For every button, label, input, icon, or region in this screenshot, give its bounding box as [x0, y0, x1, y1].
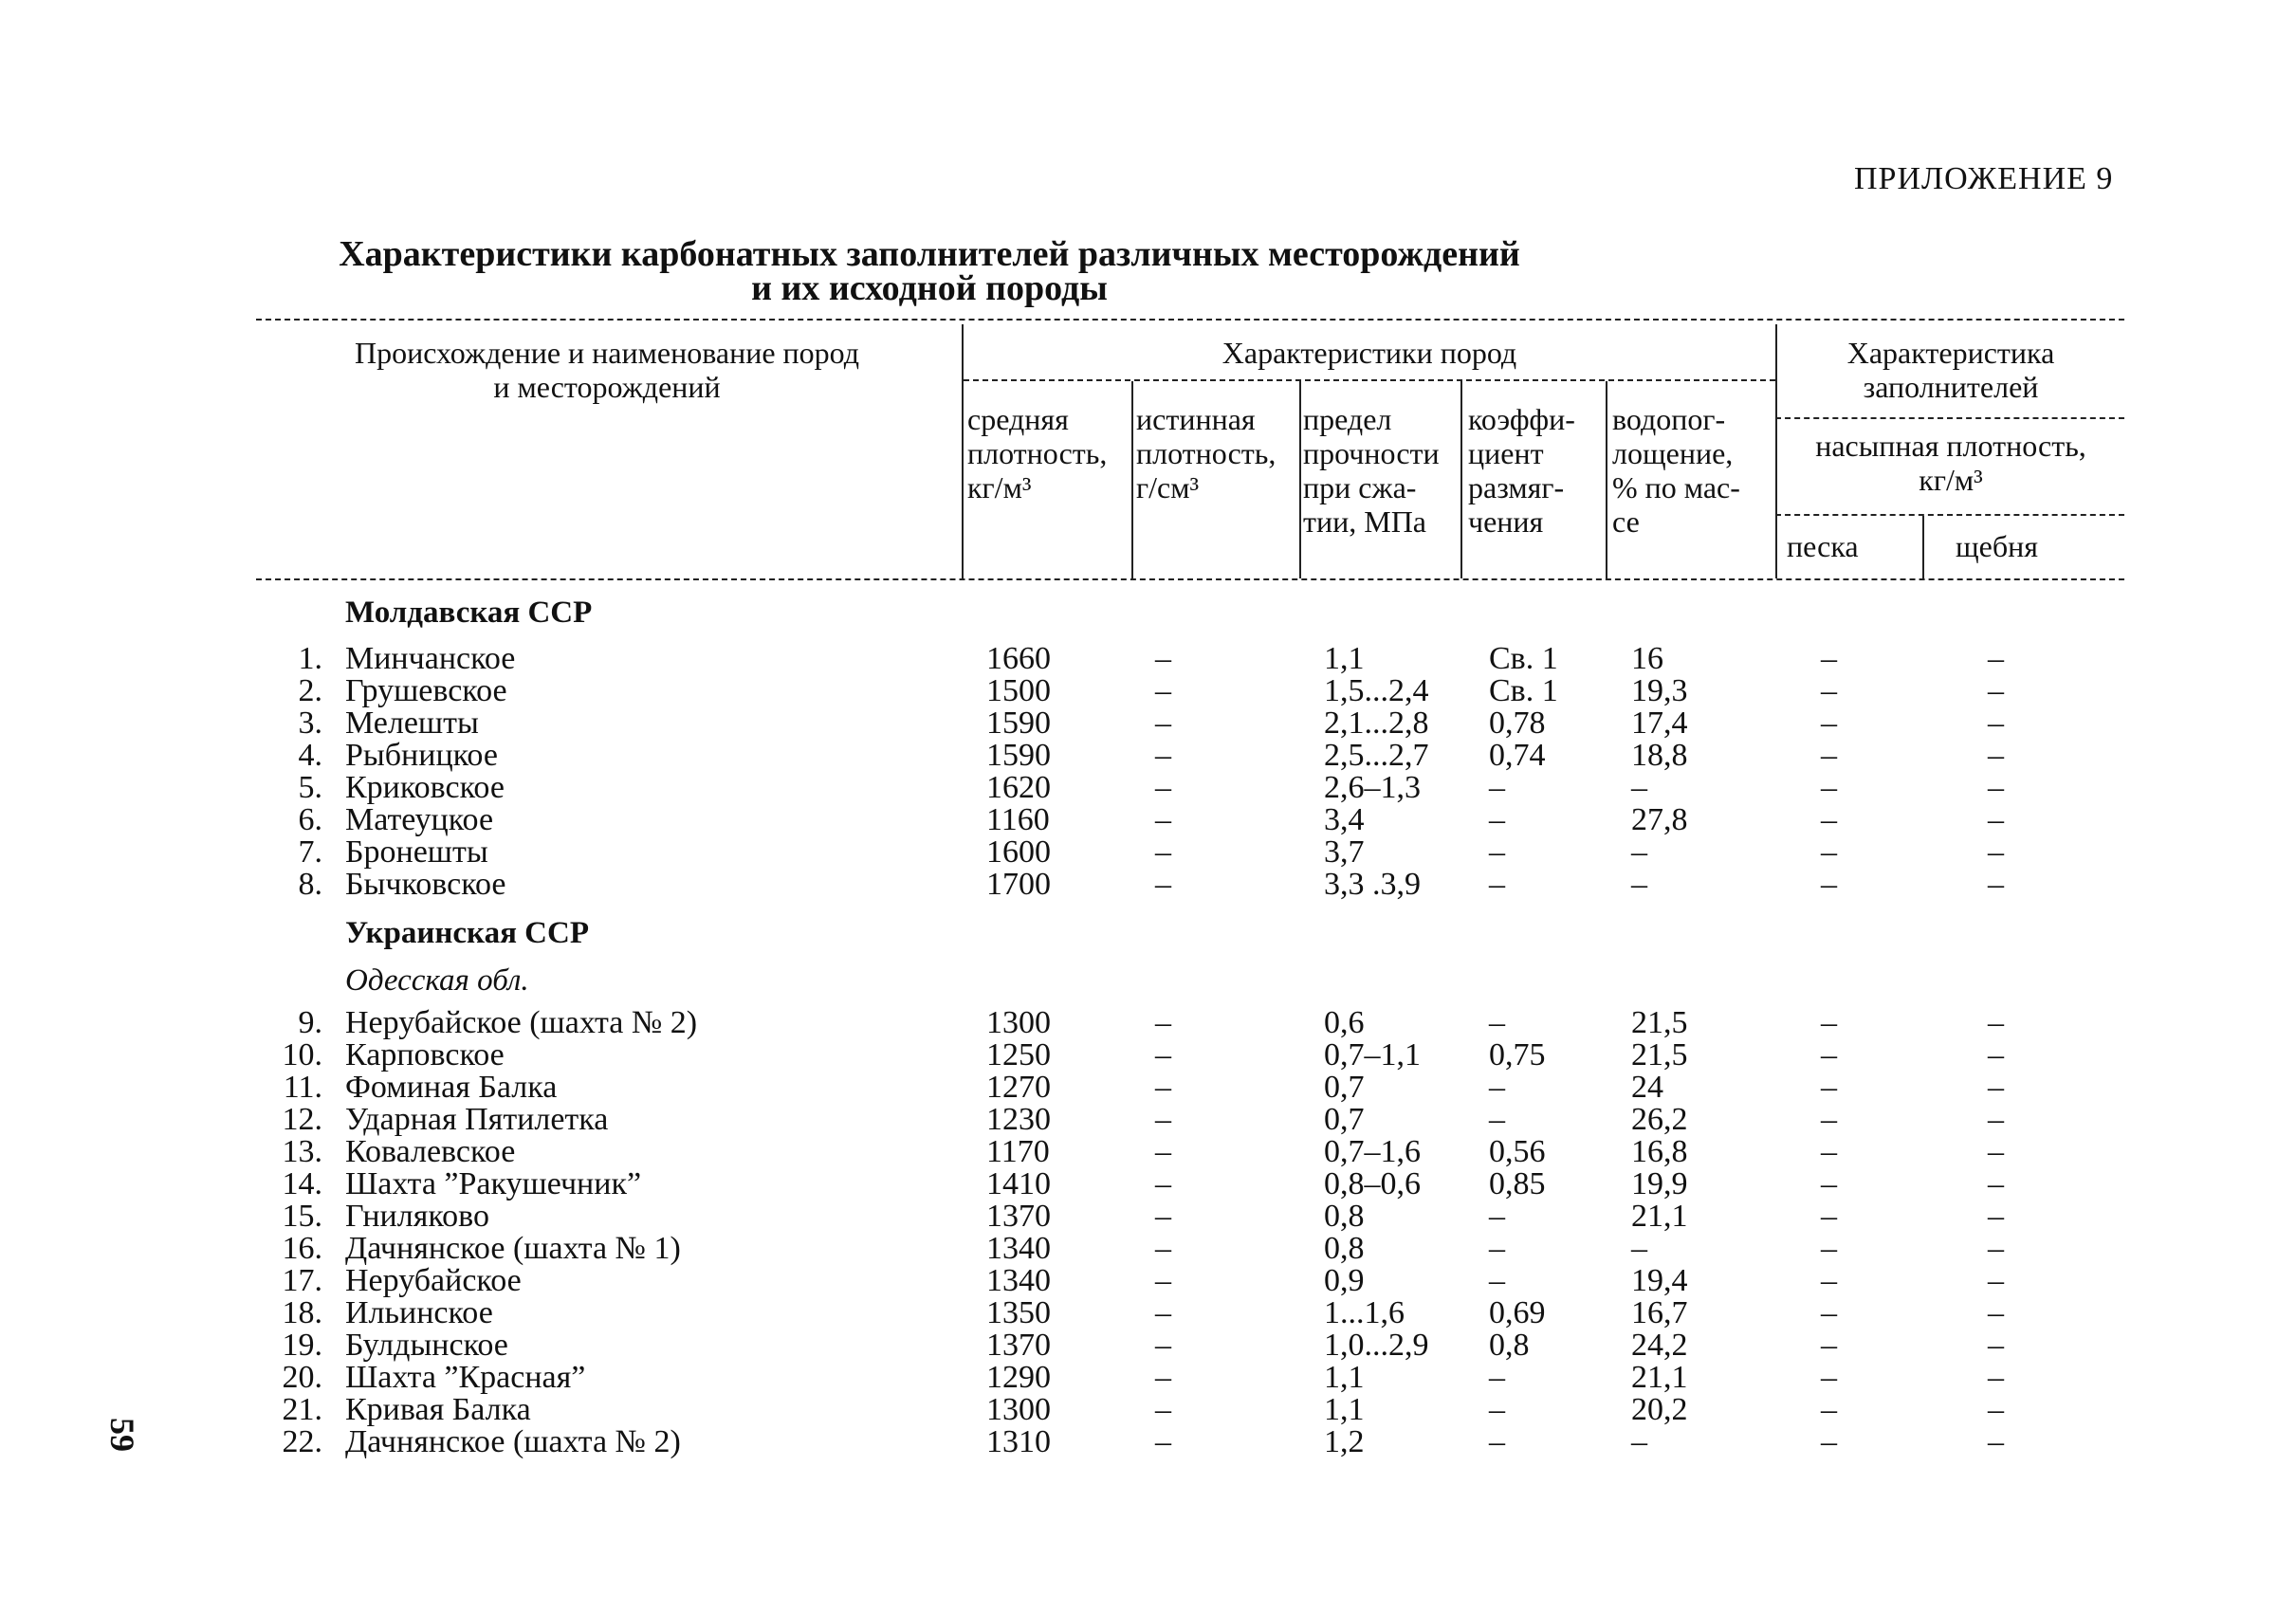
section-title: Молдавская ССР [345, 596, 593, 630]
cell-water: – [1631, 770, 1647, 805]
header-vline-7 [1922, 516, 1924, 578]
cell-sand: – [1821, 1392, 1837, 1427]
filler-group-rule [1775, 417, 2124, 419]
cell-strength: 2,5...2,7 [1324, 738, 1429, 773]
cell-water: 19,3 [1631, 673, 1688, 708]
cell-avg: 1340 [986, 1263, 1051, 1298]
cell-strength: 1,1 [1324, 641, 1365, 676]
cell-avg: 1410 [986, 1166, 1051, 1201]
cell-water: 21,5 [1631, 1005, 1688, 1040]
cell-soft: – [1489, 802, 1505, 837]
cell-gravel: – [1988, 1263, 2004, 1298]
cell-sand: – [1821, 1328, 1837, 1363]
cell-n: 11. [283, 1070, 322, 1105]
table-title-line-2: и их исходной породы [751, 268, 1108, 308]
cell-avg: 1660 [986, 641, 1051, 676]
cell-name: Ковалевское [345, 1134, 516, 1169]
cell-name: Грушевское [345, 673, 507, 708]
cell-strength: 0,8 [1324, 1231, 1365, 1266]
cell-sand: – [1821, 1199, 1837, 1234]
cell-n: 2. [298, 673, 322, 708]
header-strength: предел прочности при сжа- тии, МПа [1303, 402, 1440, 539]
cell-true: – [1155, 1392, 1171, 1427]
cell-sand: – [1821, 1037, 1837, 1072]
cell-sand: – [1821, 738, 1837, 773]
cell-gravel: – [1988, 1005, 2004, 1040]
cell-gravel: – [1988, 641, 2004, 676]
cell-gravel: – [1988, 1102, 2004, 1137]
cell-gravel: – [1988, 1037, 2004, 1072]
cell-name: Шахта ”Красная” [345, 1360, 586, 1395]
cell-soft: – [1489, 834, 1505, 870]
cell-soft: 0,69 [1489, 1295, 1546, 1330]
cell-n: 20. [282, 1360, 322, 1395]
cell-water: 24,2 [1631, 1328, 1688, 1363]
cell-strength: 0,7 [1324, 1070, 1365, 1105]
header-sand: песка [1787, 529, 1859, 563]
cell-soft: – [1489, 1424, 1505, 1459]
cell-true: – [1155, 673, 1171, 708]
cell-avg: 1230 [986, 1102, 1051, 1137]
cell-gravel: – [1988, 1295, 2004, 1330]
cell-n: 3. [298, 706, 322, 741]
cell-water: 20,2 [1631, 1392, 1688, 1427]
cell-avg: 1600 [986, 834, 1051, 870]
cell-n: 6. [298, 802, 322, 837]
cell-soft: – [1489, 1102, 1505, 1137]
cell-name: Криковское [345, 770, 505, 805]
cell-true: – [1155, 1070, 1171, 1105]
cell-gravel: – [1988, 673, 2004, 708]
cell-strength: 1...1,6 [1324, 1295, 1405, 1330]
cell-sand: – [1821, 867, 1837, 902]
cell-gravel: – [1988, 1392, 2004, 1427]
cell-name: Кривая Балка [345, 1392, 531, 1427]
cell-gravel: – [1988, 1134, 2004, 1169]
cell-sand: – [1821, 1231, 1837, 1266]
cell-water: 21,1 [1631, 1199, 1688, 1234]
cell-soft: – [1489, 1392, 1505, 1427]
cell-soft: – [1489, 770, 1505, 805]
cell-water: – [1631, 1424, 1647, 1459]
cell-n: 4. [298, 738, 322, 773]
cell-gravel: – [1988, 802, 2004, 837]
cell-avg: 1160 [986, 802, 1050, 837]
cell-soft: 0,8 [1489, 1328, 1530, 1363]
cell-water: 19,9 [1631, 1166, 1688, 1201]
header-filler-group: Характеристика заполнителей [1846, 336, 2055, 404]
bulk-density-rule [1775, 514, 2124, 516]
cell-sand: – [1821, 1005, 1837, 1040]
header-water: водопог- лощение, % по мас- се [1612, 402, 1740, 539]
cell-n: 15. [282, 1199, 322, 1234]
cell-water: 27,8 [1631, 802, 1688, 837]
cell-n: 10. [282, 1037, 322, 1072]
cell-name: Карповское [345, 1037, 505, 1072]
cell-water: – [1631, 834, 1647, 870]
cell-soft: 0,75 [1489, 1037, 1546, 1072]
cell-n: 5. [298, 770, 322, 805]
cell-n: 13. [282, 1134, 322, 1169]
cell-name: Дачнянское (шахта № 1) [345, 1231, 681, 1266]
cell-strength: 0,7–1,6 [1324, 1134, 1421, 1169]
cell-gravel: – [1988, 1070, 2004, 1105]
cell-sand: – [1821, 1263, 1837, 1298]
cell-true: – [1155, 834, 1171, 870]
cell-name: Минчанское [345, 641, 516, 676]
cell-strength: 0,6 [1324, 1005, 1365, 1040]
cell-soft: – [1489, 1199, 1505, 1234]
header-vline-5 [1606, 381, 1607, 578]
cell-true: – [1155, 706, 1171, 741]
cell-true: – [1155, 1231, 1171, 1266]
cell-gravel: – [1988, 1360, 2004, 1395]
cell-true: – [1155, 1263, 1171, 1298]
cell-sand: – [1821, 1295, 1837, 1330]
appendix-label: ПРИЛОЖЕНИЕ 9 [1854, 161, 2114, 196]
cell-avg: 1700 [986, 867, 1051, 902]
cell-true: – [1155, 1424, 1171, 1459]
cell-gravel: – [1988, 738, 2004, 773]
cell-strength: 0,8–0,6 [1324, 1166, 1421, 1201]
cell-avg: 1370 [986, 1199, 1051, 1234]
cell-strength: 2,6–1,3 [1324, 770, 1421, 805]
cell-strength: 0,7–1,1 [1324, 1037, 1421, 1072]
cell-true: – [1155, 770, 1171, 805]
cell-n: 8. [298, 867, 322, 902]
cell-gravel: – [1988, 1424, 2004, 1459]
cell-n: 21. [282, 1392, 322, 1427]
cell-avg: 1500 [986, 673, 1051, 708]
header-gravel: щебня [1956, 529, 2038, 563]
cell-name: Фоминая Балка [345, 1070, 558, 1105]
cell-avg: 1370 [986, 1328, 1051, 1363]
cell-soft: – [1489, 1070, 1505, 1105]
cell-soft: – [1489, 1263, 1505, 1298]
cell-water: 21,5 [1631, 1037, 1688, 1072]
cell-water: 19,4 [1631, 1263, 1688, 1298]
cell-sand: – [1821, 1070, 1837, 1105]
cell-sand: – [1821, 641, 1837, 676]
cell-name: Гниляково [345, 1199, 489, 1234]
cell-sand: – [1821, 770, 1837, 805]
cell-soft: 0,78 [1489, 706, 1546, 741]
cell-soft: – [1489, 1360, 1505, 1395]
header-bulk-density: насыпная плотность, кг/м³ [1815, 429, 2086, 497]
cell-name: Матеуцкое [345, 802, 494, 837]
cell-strength: 0,8 [1324, 1199, 1365, 1234]
section-title: Украинская ССР [345, 916, 589, 950]
header-vline-2 [1131, 381, 1133, 578]
cell-strength: 1,2 [1324, 1424, 1365, 1459]
cell-n: 1. [298, 641, 322, 676]
cell-true: – [1155, 641, 1171, 676]
cell-sand: – [1821, 1360, 1837, 1395]
cell-soft: Св. 1 [1489, 673, 1558, 708]
cell-strength: 3,4 [1324, 802, 1365, 837]
cell-gravel: – [1988, 1166, 2004, 1201]
cell-avg: 1620 [986, 770, 1051, 805]
cell-true: – [1155, 1134, 1171, 1169]
cell-true: – [1155, 1295, 1171, 1330]
cell-strength: 0,7 [1324, 1102, 1365, 1137]
header-true-density: истинная плотность, г/см³ [1136, 402, 1277, 504]
cell-name: Шахта ”Ракушечник” [345, 1166, 642, 1201]
cell-name: Рыбницкое [345, 738, 498, 773]
cell-strength: 2,1...2,8 [1324, 706, 1429, 741]
rock-group-rule [964, 379, 1775, 381]
cell-strength: 3,3 .3,9 [1324, 867, 1421, 902]
cell-true: – [1155, 1166, 1171, 1201]
cell-soft: 0,85 [1489, 1166, 1546, 1201]
cell-water: – [1631, 867, 1647, 902]
subsection-title: Одесская обл. [345, 963, 529, 998]
cell-true: – [1155, 802, 1171, 837]
page-number: 59 [103, 1418, 141, 1452]
cell-gravel: – [1988, 1328, 2004, 1363]
cell-true: – [1155, 1037, 1171, 1072]
cell-water: – [1631, 1231, 1647, 1266]
cell-strength: 1,1 [1324, 1360, 1365, 1395]
cell-true: – [1155, 1328, 1171, 1363]
cell-avg: 1590 [986, 706, 1051, 741]
cell-avg: 1590 [986, 738, 1051, 773]
cell-soft: 0,74 [1489, 738, 1546, 773]
cell-avg: 1270 [986, 1070, 1051, 1105]
cell-soft: – [1489, 1005, 1505, 1040]
cell-true: – [1155, 1199, 1171, 1234]
cell-avg: 1300 [986, 1392, 1051, 1427]
cell-gravel: – [1988, 1231, 2004, 1266]
cell-sand: – [1821, 802, 1837, 837]
header-origin: Происхождение и наименование пород и месторождений [354, 336, 860, 404]
header-avg-density: средняя плотность, кг/м³ [967, 402, 1108, 504]
cell-sand: – [1821, 834, 1837, 870]
cell-true: – [1155, 1360, 1171, 1395]
cell-true: – [1155, 1005, 1171, 1040]
header-bottom-rule [256, 578, 2124, 580]
cell-sand: – [1821, 1134, 1837, 1169]
header-top-rule [256, 319, 2124, 321]
cell-avg: 1340 [986, 1231, 1051, 1266]
cell-n: 22. [282, 1424, 322, 1459]
cell-n: 19. [282, 1328, 322, 1363]
cell-soft: – [1489, 867, 1505, 902]
cell-true: – [1155, 867, 1171, 902]
cell-gravel: – [1988, 867, 2004, 902]
cell-water: 18,8 [1631, 738, 1688, 773]
cell-strength: 1,5...2,4 [1324, 673, 1429, 708]
cell-water: 17,4 [1631, 706, 1688, 741]
cell-n: 16. [282, 1231, 322, 1266]
cell-soft: 0,56 [1489, 1134, 1546, 1169]
cell-avg: 1310 [986, 1424, 1051, 1459]
header-vline-3 [1299, 381, 1301, 578]
cell-name: Мелешты [345, 706, 479, 741]
cell-gravel: – [1988, 1199, 2004, 1234]
cell-strength: 0,9 [1324, 1263, 1365, 1298]
cell-name: Дачнянское (шахта № 2) [345, 1424, 681, 1459]
cell-name: Нерубайское (шахта № 2) [345, 1005, 698, 1040]
cell-strength: 1,0...2,9 [1324, 1328, 1429, 1363]
cell-avg: 1170 [986, 1134, 1050, 1169]
cell-n: 9. [298, 1005, 322, 1040]
header-rock-group: Характеристики пород [1221, 336, 1517, 370]
cell-avg: 1300 [986, 1005, 1051, 1040]
cell-gravel: – [1988, 834, 2004, 870]
cell-n: 18. [282, 1295, 322, 1330]
cell-avg: 1350 [986, 1295, 1051, 1330]
cell-true: – [1155, 738, 1171, 773]
cell-strength: 3,7 [1324, 834, 1365, 870]
cell-water: 21,1 [1631, 1360, 1688, 1395]
cell-avg: 1250 [986, 1037, 1051, 1072]
cell-name: Ильинское [345, 1295, 493, 1330]
cell-name: Ударная Пятилетка [345, 1102, 609, 1137]
cell-sand: – [1821, 673, 1837, 708]
cell-soft: Св. 1 [1489, 641, 1558, 676]
header-vline-4 [1460, 381, 1462, 578]
cell-n: 17. [282, 1263, 322, 1298]
cell-soft: – [1489, 1231, 1505, 1266]
header-softening: коэффи- циент размяг- чения [1468, 402, 1575, 539]
cell-sand: – [1821, 1102, 1837, 1137]
cell-sand: – [1821, 706, 1837, 741]
cell-n: 14. [282, 1166, 322, 1201]
cell-name: Булдынское [345, 1328, 508, 1363]
cell-sand: – [1821, 1424, 1837, 1459]
cell-true: – [1155, 1102, 1171, 1137]
cell-n: 7. [298, 834, 322, 870]
cell-gravel: – [1988, 706, 2004, 741]
table-title-line-1: Характеристики карбонатных заполнителей различных месторождений [339, 234, 1520, 274]
cell-water: 26,2 [1631, 1102, 1688, 1137]
cell-name: Бронешты [345, 834, 488, 870]
cell-water: 16,8 [1631, 1134, 1688, 1169]
cell-strength: 1,1 [1324, 1392, 1365, 1427]
cell-sand: – [1821, 1166, 1837, 1201]
cell-n: 12. [282, 1102, 322, 1137]
cell-name: Бычковское [345, 867, 506, 902]
cell-water: 16 [1631, 641, 1663, 676]
cell-gravel: – [1988, 770, 2004, 805]
cell-avg: 1290 [986, 1360, 1051, 1395]
cell-water: 16,7 [1631, 1295, 1688, 1330]
cell-name: Нерубайское [345, 1263, 522, 1298]
cell-water: 24 [1631, 1070, 1663, 1105]
